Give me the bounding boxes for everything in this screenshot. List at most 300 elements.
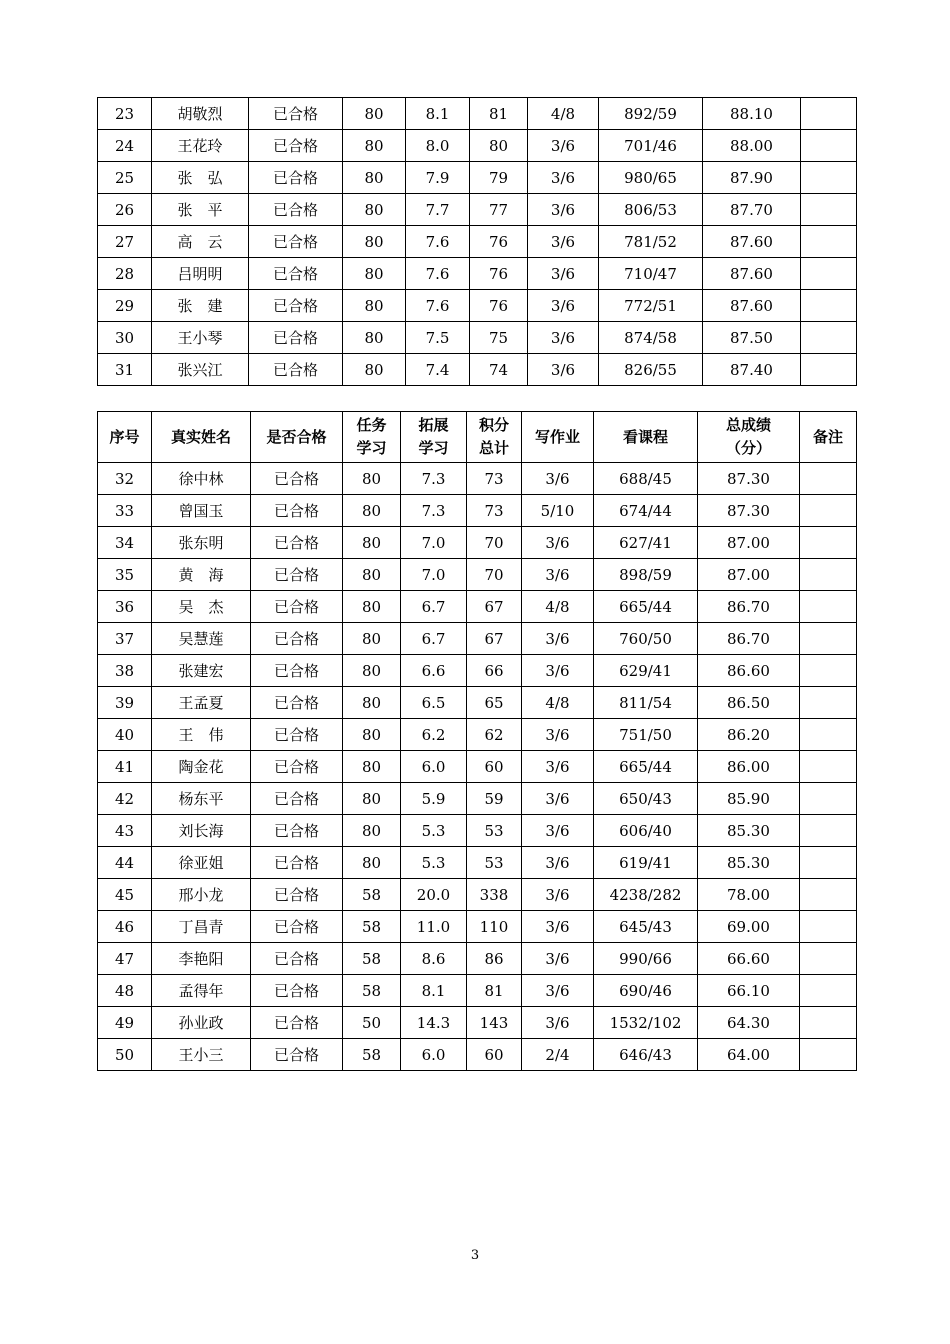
extended-study-cell: 7.0 (401, 559, 467, 591)
extended-study-cell: 7.9 (406, 162, 470, 194)
course-view-cell: 826/55 (599, 354, 703, 386)
homework-cell: 3/6 (528, 258, 599, 290)
homework-cell: 3/6 (522, 879, 594, 911)
remark-cell (800, 495, 857, 527)
column-header-line: 备注 (812, 427, 843, 446)
name-cell: 李艳阳 (152, 943, 251, 975)
course-view-cell: 619/41 (594, 847, 698, 879)
homework-cell: 4/8 (522, 591, 594, 623)
name-cell: 张东明 (152, 527, 251, 559)
course-view-cell: 806/53 (599, 194, 703, 226)
seq-cell: 45 (98, 879, 152, 911)
total-score-cell: 87.70 (703, 194, 801, 226)
homework-cell: 3/6 (522, 815, 594, 847)
course-view-cell: 4238/282 (594, 879, 698, 911)
extended-study-cell: 14.3 (401, 1007, 467, 1039)
total-score-cell: 87.40 (703, 354, 801, 386)
table-row (98, 1007, 857, 1039)
seq-cell: 29 (98, 290, 152, 322)
qualified-cell: 已合格 (249, 354, 343, 386)
task-study-cell: 80 (343, 847, 401, 879)
name-cell: 王 伟 (152, 719, 251, 751)
total-score-cell: 88.00 (703, 130, 801, 162)
name-cell: 孟得年 (152, 975, 251, 1007)
column-header (152, 412, 251, 463)
remark-cell (800, 719, 857, 751)
qualified-cell: 已合格 (251, 879, 343, 911)
seq-cell: 44 (98, 847, 152, 879)
remark-cell (801, 194, 857, 226)
course-view-cell: 898/59 (594, 559, 698, 591)
name-cell: 胡敬烈 (152, 98, 249, 130)
task-study-cell: 58 (343, 975, 401, 1007)
seq-cell: 38 (98, 655, 152, 687)
course-view-cell: 701/46 (599, 130, 703, 162)
column-header (98, 412, 152, 463)
remark-cell (800, 1007, 857, 1039)
points-total-cell: 86 (467, 943, 522, 975)
points-total-cell: 53 (467, 847, 522, 879)
course-view-cell: 710/47 (599, 258, 703, 290)
table-row (98, 623, 857, 655)
table-row (98, 943, 857, 975)
total-score-cell: 87.60 (703, 290, 801, 322)
course-view-cell: 606/40 (594, 815, 698, 847)
table-row (98, 751, 857, 783)
task-study-cell: 80 (343, 290, 406, 322)
seq-cell: 39 (98, 687, 152, 719)
name-cell: 刘长海 (152, 815, 251, 847)
task-study-cell: 80 (343, 815, 401, 847)
points-total-cell: 70 (467, 559, 522, 591)
extended-study-cell: 8.6 (401, 943, 467, 975)
points-total-cell: 74 (470, 354, 528, 386)
column-header-line: 真实姓名 (170, 427, 231, 446)
points-total-cell: 65 (467, 687, 522, 719)
total-score-cell: 87.30 (698, 495, 800, 527)
table-row (98, 847, 857, 879)
total-score-cell: 86.60 (698, 655, 800, 687)
column-header-line: 任务 (356, 416, 387, 434)
name-cell: 邢小龙 (152, 879, 251, 911)
total-score-cell: 87.30 (698, 463, 800, 495)
remark-cell (800, 463, 857, 495)
extended-study-cell: 7.5 (406, 322, 470, 354)
task-study-cell: 80 (343, 130, 406, 162)
total-score-cell: 85.30 (698, 847, 800, 879)
total-score-cell: 86.50 (698, 687, 800, 719)
name-cell: 高 云 (152, 226, 249, 258)
name-cell: 曾国玉 (152, 495, 251, 527)
seq-cell: 41 (98, 751, 152, 783)
extended-study-cell: 7.6 (406, 290, 470, 322)
qualified-cell: 已合格 (251, 943, 343, 975)
task-study-cell: 80 (343, 623, 401, 655)
column-header-line: 积分 (478, 416, 509, 434)
table-row (98, 226, 857, 258)
column-header (401, 412, 467, 463)
remark-cell (801, 130, 857, 162)
extended-study-cell: 6.5 (401, 687, 467, 719)
course-view-cell: 688/45 (594, 463, 698, 495)
task-study-cell: 80 (343, 354, 406, 386)
qualified-cell: 已合格 (249, 194, 343, 226)
seq-cell: 31 (98, 354, 152, 386)
extended-study-cell: 8.1 (401, 975, 467, 1007)
seq-cell: 27 (98, 226, 152, 258)
table-body (98, 463, 857, 1071)
extended-study-cell: 8.0 (406, 130, 470, 162)
qualified-cell: 已合格 (251, 751, 343, 783)
qualified-cell: 已合格 (251, 719, 343, 751)
remark-cell (801, 226, 857, 258)
name-cell: 王孟夏 (152, 687, 251, 719)
extended-study-cell: 7.7 (406, 194, 470, 226)
column-header-line: 看课程 (622, 427, 668, 446)
qualified-cell: 已合格 (249, 290, 343, 322)
column-header-line: 学习 (356, 439, 387, 457)
homework-cell: 3/6 (522, 751, 594, 783)
name-cell: 张兴江 (152, 354, 249, 386)
course-view-cell: 665/44 (594, 751, 698, 783)
seq-cell: 25 (98, 162, 152, 194)
total-score-cell: 87.90 (703, 162, 801, 194)
column-header-line: 序号 (109, 427, 140, 446)
column-header (594, 412, 698, 463)
task-study-cell: 80 (343, 258, 406, 290)
score-table-continued (97, 97, 857, 386)
seq-cell: 49 (98, 1007, 152, 1039)
extended-study-cell: 7.4 (406, 354, 470, 386)
qualified-cell: 已合格 (251, 815, 343, 847)
homework-cell: 4/8 (528, 98, 599, 130)
total-score-cell: 85.90 (698, 783, 800, 815)
homework-cell: 3/6 (522, 943, 594, 975)
table-row (98, 911, 857, 943)
column-header-line: （分） (725, 439, 771, 457)
seq-cell: 40 (98, 719, 152, 751)
points-total-cell: 75 (470, 322, 528, 354)
seq-cell: 50 (98, 1039, 152, 1071)
seq-cell: 36 (98, 591, 152, 623)
points-total-cell: 73 (467, 463, 522, 495)
name-cell: 吴慧莲 (152, 623, 251, 655)
homework-cell: 3/6 (522, 847, 594, 879)
seq-cell: 23 (98, 98, 152, 130)
extended-study-cell: 7.6 (406, 258, 470, 290)
name-cell: 徐中林 (152, 463, 251, 495)
seq-cell: 35 (98, 559, 152, 591)
remark-cell (800, 751, 857, 783)
extended-study-cell: 6.7 (401, 591, 467, 623)
extended-study-cell: 6.6 (401, 655, 467, 687)
course-view-cell: 811/54 (594, 687, 698, 719)
seq-cell: 30 (98, 322, 152, 354)
total-score-cell: 64.30 (698, 1007, 800, 1039)
course-view-cell: 627/41 (594, 527, 698, 559)
course-view-cell: 674/44 (594, 495, 698, 527)
task-study-cell: 80 (343, 495, 401, 527)
points-total-cell: 70 (467, 527, 522, 559)
points-total-cell: 110 (467, 911, 522, 943)
points-total-cell: 67 (467, 623, 522, 655)
total-score-cell: 87.60 (703, 226, 801, 258)
extended-study-cell: 5.3 (401, 847, 467, 879)
seq-cell: 48 (98, 975, 152, 1007)
points-total-cell: 66 (467, 655, 522, 687)
name-cell: 张 建 (152, 290, 249, 322)
task-study-cell: 80 (343, 559, 401, 591)
qualified-cell: 已合格 (251, 655, 343, 687)
remark-cell (800, 943, 857, 975)
qualified-cell: 已合格 (251, 783, 343, 815)
table-row (98, 162, 857, 194)
task-study-cell: 58 (343, 1039, 401, 1071)
qualified-cell: 已合格 (249, 258, 343, 290)
course-view-cell: 781/52 (599, 226, 703, 258)
page-number: 3 (470, 1248, 480, 1263)
name-cell: 王小三 (152, 1039, 251, 1071)
task-study-cell: 80 (343, 655, 401, 687)
total-score-cell: 87.60 (703, 258, 801, 290)
seq-cell: 34 (98, 527, 152, 559)
points-total-cell: 77 (470, 194, 528, 226)
course-view-cell: 990/66 (594, 943, 698, 975)
total-score-cell: 86.20 (698, 719, 800, 751)
remark-cell (801, 290, 857, 322)
name-cell: 吴 杰 (152, 591, 251, 623)
points-total-cell: 338 (467, 879, 522, 911)
remark-cell (800, 815, 857, 847)
qualified-cell: 已合格 (249, 226, 343, 258)
remark-cell (800, 623, 857, 655)
extended-study-cell: 7.3 (401, 463, 467, 495)
table-row (98, 783, 857, 815)
total-score-cell: 87.50 (703, 322, 801, 354)
points-total-cell: 80 (470, 130, 528, 162)
points-total-cell: 60 (467, 751, 522, 783)
qualified-cell: 已合格 (249, 130, 343, 162)
seq-cell: 33 (98, 495, 152, 527)
points-total-cell: 76 (470, 226, 528, 258)
remark-cell (800, 911, 857, 943)
table-row (98, 975, 857, 1007)
remark-cell (800, 527, 857, 559)
qualified-cell: 已合格 (251, 623, 343, 655)
qualified-cell: 已合格 (249, 162, 343, 194)
table-row (98, 655, 857, 687)
task-study-cell: 58 (343, 879, 401, 911)
extended-study-cell: 8.1 (406, 98, 470, 130)
points-total-cell: 143 (467, 1007, 522, 1039)
table-row (98, 354, 857, 386)
task-study-cell: 80 (343, 687, 401, 719)
remark-cell (800, 591, 857, 623)
table-row (98, 719, 857, 751)
column-header-line: 写作业 (534, 427, 580, 446)
homework-cell: 3/6 (528, 354, 599, 386)
qualified-cell: 已合格 (251, 847, 343, 879)
seq-cell: 32 (98, 463, 152, 495)
name-cell: 张建宏 (152, 655, 251, 687)
total-score-cell: 87.00 (698, 559, 800, 591)
course-view-cell: 665/44 (594, 591, 698, 623)
table-row (98, 130, 857, 162)
seq-cell: 24 (98, 130, 152, 162)
extended-study-cell: 5.3 (401, 815, 467, 847)
qualified-cell: 已合格 (251, 975, 343, 1007)
total-score-cell: 78.00 (698, 879, 800, 911)
table-row (98, 527, 857, 559)
column-header (343, 412, 401, 463)
extended-study-cell: 6.0 (401, 1039, 467, 1071)
table-row (98, 1039, 857, 1071)
homework-cell: 4/8 (522, 687, 594, 719)
seq-cell: 46 (98, 911, 152, 943)
total-score-cell: 88.10 (703, 98, 801, 130)
points-total-cell: 79 (470, 162, 528, 194)
homework-cell: 3/6 (522, 783, 594, 815)
table-row (98, 879, 857, 911)
seq-cell: 28 (98, 258, 152, 290)
column-header-line: 是否合格 (266, 427, 327, 446)
table-row (98, 258, 857, 290)
course-view-cell: 760/50 (594, 623, 698, 655)
table-row (98, 322, 857, 354)
course-view-cell: 874/58 (599, 322, 703, 354)
name-cell: 陶金花 (152, 751, 251, 783)
table-body (98, 98, 857, 386)
name-cell: 黄 海 (152, 559, 251, 591)
name-cell: 丁昌青 (152, 911, 251, 943)
task-study-cell: 80 (343, 751, 401, 783)
homework-cell: 3/6 (522, 975, 594, 1007)
seq-cell: 37 (98, 623, 152, 655)
homework-cell: 3/6 (528, 226, 599, 258)
qualified-cell: 已合格 (251, 1007, 343, 1039)
remark-cell (801, 162, 857, 194)
homework-cell: 3/6 (522, 1007, 594, 1039)
task-study-cell: 80 (343, 591, 401, 623)
column-header (467, 412, 522, 463)
seq-cell: 47 (98, 943, 152, 975)
column-header-line: 总成绩 (725, 416, 771, 434)
extended-study-cell: 7.3 (401, 495, 467, 527)
table-row (98, 495, 857, 527)
qualified-cell: 已合格 (251, 495, 343, 527)
table-row (98, 290, 857, 322)
table-row (98, 559, 857, 591)
extended-study-cell: 11.0 (401, 911, 467, 943)
extended-study-cell: 5.9 (401, 783, 467, 815)
task-study-cell: 80 (343, 783, 401, 815)
course-view-cell: 646/43 (594, 1039, 698, 1071)
qualified-cell: 已合格 (251, 911, 343, 943)
table-row (98, 463, 857, 495)
homework-cell: 3/6 (528, 130, 599, 162)
total-score-cell: 69.00 (698, 911, 800, 943)
extended-study-cell: 6.2 (401, 719, 467, 751)
homework-cell: 3/6 (528, 322, 599, 354)
remark-cell (800, 975, 857, 1007)
total-score-cell: 86.70 (698, 591, 800, 623)
table-header-row (98, 412, 857, 463)
points-total-cell: 73 (467, 495, 522, 527)
seq-cell: 43 (98, 815, 152, 847)
column-header (522, 412, 594, 463)
remark-cell (800, 687, 857, 719)
homework-cell: 3/6 (528, 194, 599, 226)
remark-cell (800, 655, 857, 687)
task-study-cell: 80 (343, 527, 401, 559)
qualified-cell: 已合格 (249, 322, 343, 354)
remark-cell (801, 354, 857, 386)
name-cell: 吕明明 (152, 258, 249, 290)
column-header-line: 学习 (418, 439, 449, 457)
table-row (98, 687, 857, 719)
homework-cell: 5/10 (522, 495, 594, 527)
remark-cell (800, 783, 857, 815)
score-table (97, 411, 857, 1071)
points-total-cell: 53 (467, 815, 522, 847)
task-study-cell: 80 (343, 322, 406, 354)
course-view-cell: 1532/102 (594, 1007, 698, 1039)
remark-cell (800, 879, 857, 911)
extended-study-cell: 6.7 (401, 623, 467, 655)
column-header (251, 412, 343, 463)
points-total-cell: 76 (470, 258, 528, 290)
course-view-cell: 980/65 (599, 162, 703, 194)
name-cell: 张 平 (152, 194, 249, 226)
name-cell: 王花玲 (152, 130, 249, 162)
table-row (98, 194, 857, 226)
task-study-cell: 80 (343, 98, 406, 130)
remark-cell (801, 258, 857, 290)
extended-study-cell: 7.6 (406, 226, 470, 258)
qualified-cell: 已合格 (251, 1039, 343, 1071)
points-total-cell: 81 (467, 975, 522, 1007)
seq-cell: 42 (98, 783, 152, 815)
task-study-cell: 80 (343, 194, 406, 226)
task-study-cell: 80 (343, 162, 406, 194)
qualified-cell: 已合格 (251, 559, 343, 591)
table-row (98, 98, 857, 130)
column-header (800, 412, 857, 463)
name-cell: 杨东平 (152, 783, 251, 815)
course-view-cell: 751/50 (594, 719, 698, 751)
course-view-cell: 892/59 (599, 98, 703, 130)
task-study-cell: 80 (343, 226, 406, 258)
course-view-cell: 690/46 (594, 975, 698, 1007)
column-header (698, 412, 800, 463)
total-score-cell: 85.30 (698, 815, 800, 847)
remark-cell (801, 98, 857, 130)
name-cell: 孙业政 (152, 1007, 251, 1039)
total-score-cell: 66.60 (698, 943, 800, 975)
task-study-cell: 80 (343, 719, 401, 751)
qualified-cell: 已合格 (251, 527, 343, 559)
remark-cell (800, 847, 857, 879)
seq-cell: 26 (98, 194, 152, 226)
homework-cell: 3/6 (522, 719, 594, 751)
homework-cell: 3/6 (528, 162, 599, 194)
extended-study-cell: 7.0 (401, 527, 467, 559)
column-header-line: 总计 (478, 439, 509, 457)
homework-cell: 2/4 (522, 1039, 594, 1071)
extended-study-cell: 6.0 (401, 751, 467, 783)
task-study-cell: 80 (343, 463, 401, 495)
total-score-cell: 86.70 (698, 623, 800, 655)
